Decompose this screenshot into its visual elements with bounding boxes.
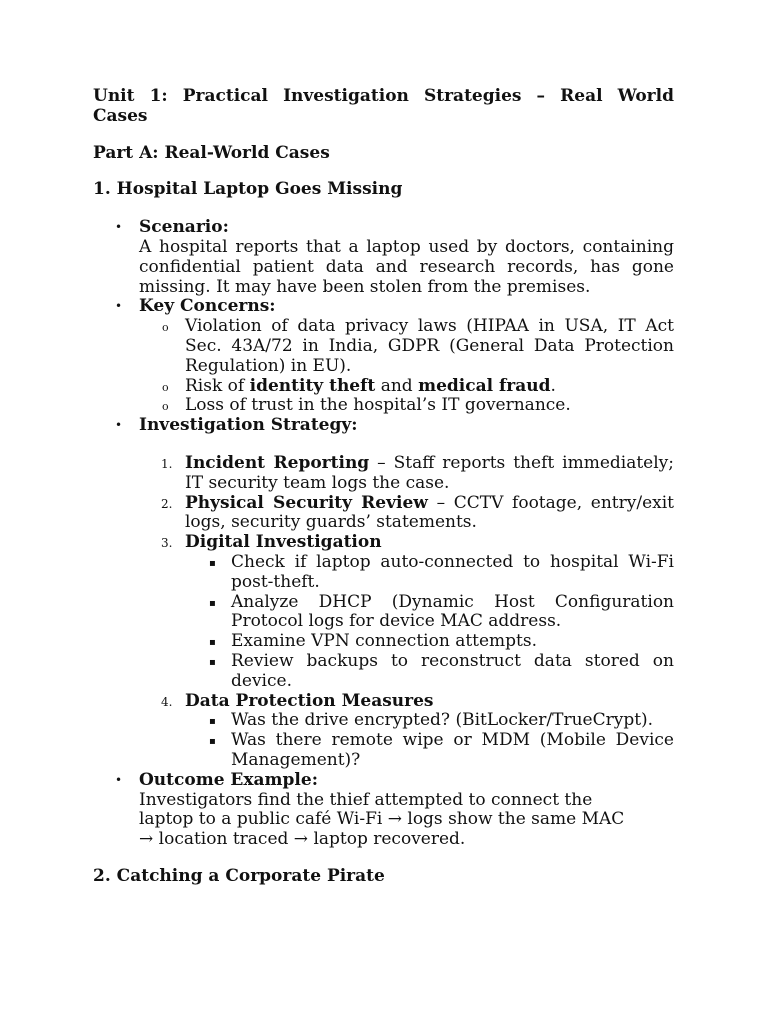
step-title: Data Protection Measures <box>185 690 434 711</box>
concern-text-part: Risk of <box>185 375 250 396</box>
strategy-step <box>139 454 674 494</box>
section-heading-1: 1. Hospital Laptop Goes Missing <box>93 179 403 200</box>
step-number: 2. <box>161 496 173 511</box>
outcome-line: laptop to a public café Wi-Fi → logs show the same MAC <box>139 809 625 830</box>
bullet-icon: • <box>115 772 123 787</box>
concerns-label: Key Concerns: <box>139 296 276 317</box>
square-bullet-icon: ▪ <box>209 736 216 748</box>
step-title: Physical Security Review <box>185 492 428 513</box>
concern-text-part: and <box>375 375 419 396</box>
strategy-item <box>93 416 674 771</box>
doc-title-line2: Cases <box>93 105 148 126</box>
strategy-step <box>139 692 674 771</box>
concern-text: Violation of data privacy laws (HIPAA in USA, IT Act Sec. 43A/72 in India, GDPR (General Data Protection Regulation) in EU). <box>185 316 674 376</box>
step-text <box>185 454 674 494</box>
sub-item <box>185 711 674 731</box>
square-bullet-icon: ▪ <box>209 656 216 668</box>
step-number: 3. <box>161 536 173 551</box>
section-heading-2: 2. Catching a Corporate Pirate <box>93 865 385 886</box>
circle-bullet-icon: o <box>162 380 169 394</box>
scenario-text: A hospital reports that a laptop used by doctors, containing confidential patient data and research records, has gone missing. It may have been stolen from the premises. <box>139 236 674 297</box>
square-bullet-icon: ▪ <box>209 716 216 728</box>
concerns-item <box>93 297 674 416</box>
concern-text-part: . <box>550 375 556 396</box>
outcome-line: Investigators find the thief attempted to connect the <box>139 789 593 810</box>
outcome-item <box>93 771 674 850</box>
outcome-label: Outcome Example: <box>139 769 318 790</box>
strategy-step <box>139 494 674 534</box>
strategy-step <box>139 533 674 691</box>
concern-text <box>185 377 674 397</box>
concern-emphasis: identity theft <box>249 375 376 396</box>
sub-item <box>185 632 674 652</box>
part-heading: Part A: Real-World Cases <box>93 142 330 163</box>
step-title: Digital Investigation <box>185 532 382 553</box>
bullet-icon: • <box>115 220 123 235</box>
sub-item-text: Was there remote wipe or MDM (Mobile Device Management)? <box>231 730 674 770</box>
sub-item <box>185 731 674 771</box>
sub-item-text: Analyze DHCP (Dynamic Host Configuration Protocol logs for device MAC address. <box>231 591 674 632</box>
step-detail: – CCTV footage, entry/exit logs, security guards’ statements. <box>185 492 674 533</box>
strategy-label: Investigation Strategy: <box>139 415 358 436</box>
scenario-item <box>93 218 674 297</box>
doc-title-line1: Unit 1: Practical Investigation Strategies – Real World <box>93 86 674 106</box>
sub-item-text: Review backups to reconstruct data stored on device. <box>231 650 674 691</box>
step-number: 1. <box>161 456 173 471</box>
concern-item <box>139 317 674 376</box>
data-protection-list <box>185 711 674 770</box>
concerns-list <box>139 317 674 416</box>
sub-item <box>185 593 674 633</box>
outcome-line: → location traced → laptop recovered. <box>139 829 466 850</box>
step-text <box>185 494 674 534</box>
sub-item-text: Check if laptop auto-connected to hospital Wi-Fi post-theft. <box>231 551 674 592</box>
scenario-label: Scenario: <box>139 217 229 238</box>
concern-emphasis: medical fraud <box>418 375 551 396</box>
circle-bullet-icon: o <box>162 400 169 414</box>
case-1-list <box>93 218 674 850</box>
square-bullet-icon: ▪ <box>209 557 216 569</box>
sub-item-text: Was the drive encrypted? (BitLocker/TrueCrypt). <box>231 710 654 731</box>
step-number: 4. <box>161 694 173 709</box>
strategy-steps <box>139 454 674 771</box>
document-content <box>93 87 674 887</box>
concern-item <box>139 377 674 397</box>
sub-item-text: Examine VPN connection attempts. <box>231 631 538 652</box>
step-title: Incident Reporting <box>185 452 370 473</box>
circle-bullet-icon: o <box>162 321 169 335</box>
bullet-icon: • <box>115 299 123 314</box>
bullet-icon: • <box>115 418 123 433</box>
step-detail: – Staff reports theft immediately; IT security team logs the case. <box>185 452 675 493</box>
concern-text: Loss of trust in the hospital’s IT governance. <box>185 395 571 416</box>
digital-investigation-list <box>185 553 674 692</box>
sub-item <box>185 652 674 692</box>
square-bullet-icon: ▪ <box>209 597 216 609</box>
sub-item <box>185 553 674 593</box>
square-bullet-icon: ▪ <box>209 637 216 649</box>
concern-item <box>139 396 674 416</box>
